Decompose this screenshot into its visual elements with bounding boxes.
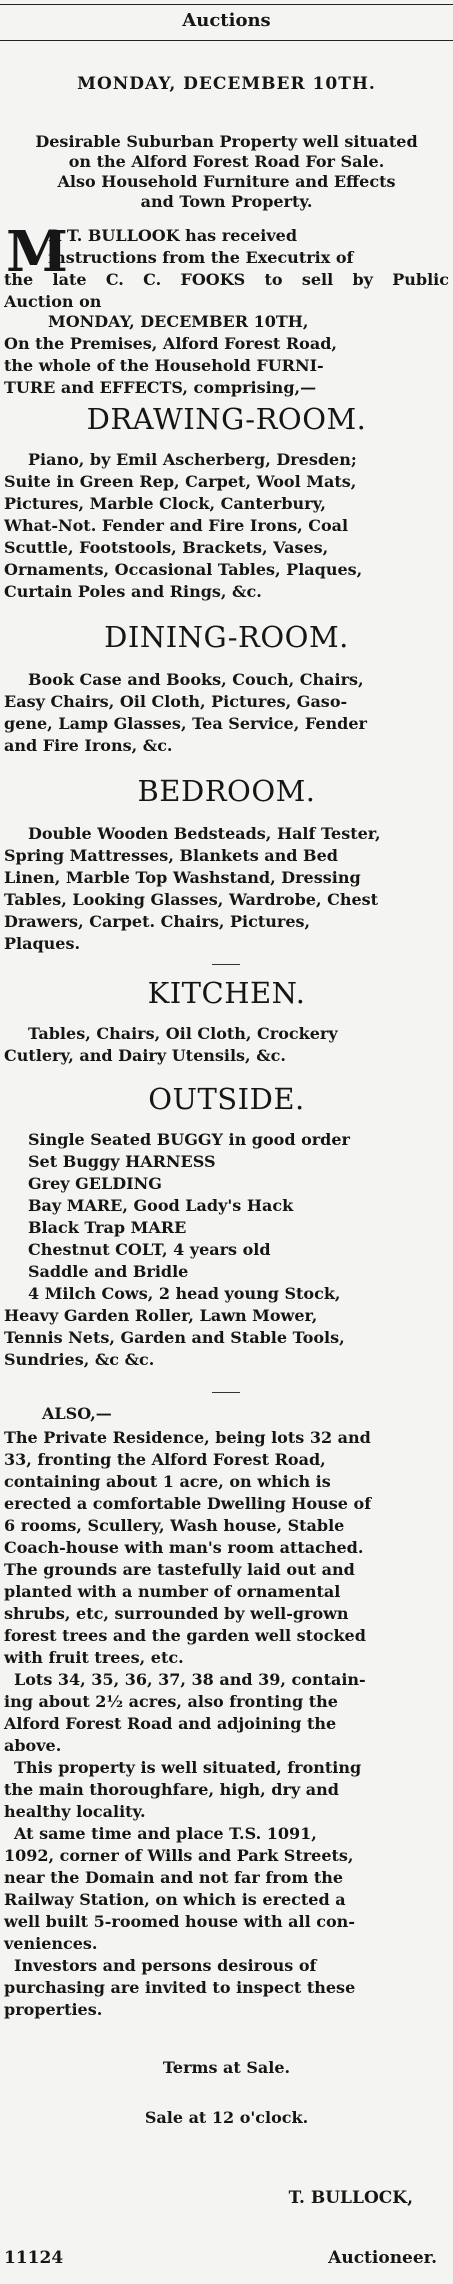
outside-line: 4 Milch Cows, 2 head young Stock, bbox=[28, 1284, 341, 1303]
also-label: ALSO,— bbox=[42, 1404, 112, 1423]
property-line: 6 rooms, Scullery, Wash house, Stable bbox=[4, 1516, 345, 1535]
outside-line: Heavy Garden Roller, Lawn Mower, bbox=[4, 1306, 318, 1325]
notice-date: MONDAY, DECEMBER 10TH, bbox=[48, 312, 309, 331]
notice-line: Auction on bbox=[4, 292, 102, 311]
section-ornament bbox=[212, 1392, 240, 1393]
property-line: Lots 34, 35, 36, 37, 38 and 39, contain- bbox=[14, 1670, 366, 1689]
intro-line: and Town Property. bbox=[140, 192, 313, 211]
drawing-room-line: Scuttle, Footstools, Brackets, Vases, bbox=[4, 538, 329, 557]
section-title: Auctions bbox=[182, 10, 271, 31]
notice-line: the late C. C. FOOKS to sell by Public bbox=[4, 270, 449, 289]
intro-line: on the Alford Forest Road For Sale. bbox=[68, 152, 385, 171]
auction-date: MONDAY, DECEMBER 10TH. bbox=[77, 74, 376, 94]
property-line: shrubs, etc, surrounded by well-grown bbox=[4, 1604, 349, 1623]
property-line: Railway Station, on which is erected a bbox=[4, 1890, 346, 1909]
drop-cap: M bbox=[6, 219, 68, 285]
drawing-room-line: Piano, by Emil Ascherberg, Dresden; bbox=[28, 450, 357, 469]
property-line: 33, fronting the Alford Forest Road, bbox=[4, 1450, 326, 1469]
auctioneer-title: Auctioneer. bbox=[328, 2248, 437, 2268]
kitchen-line: Tables, Chairs, Oil Cloth, Crockery bbox=[28, 1024, 338, 1043]
outside-heading: OUTSIDE. bbox=[148, 1082, 305, 1116]
property-line: At same time and place T.S. 1091, bbox=[14, 1824, 317, 1843]
bedroom-line: Double Wooden Bedsteads, Half Tester, bbox=[28, 824, 381, 843]
notice-line: instructions from the Executrix of bbox=[48, 248, 354, 267]
outside-line: Grey GELDING bbox=[28, 1174, 162, 1193]
bedroom-line: Spring Mattresses, Blankets and Bed bbox=[4, 846, 338, 865]
property-line: above. bbox=[4, 1736, 62, 1755]
property-line: veniences. bbox=[4, 1934, 98, 1953]
auctioneer-name: T. BULLOCK, bbox=[288, 2188, 413, 2208]
outside-line: Sundries, &c &c. bbox=[4, 1350, 155, 1369]
property-line: Coach-house with man's room attached. bbox=[4, 1538, 364, 1557]
sale-time: Sale at 12 o'clock. bbox=[144, 2108, 309, 2127]
property-line: properties. bbox=[4, 2000, 103, 2019]
property-line: with fruit trees, etc. bbox=[4, 1648, 184, 1667]
property-line: healthy locality. bbox=[4, 1802, 146, 1821]
kitchen-heading: KITCHEN. bbox=[147, 976, 306, 1010]
dining-room-line: gene, Lamp Glasses, Tea Service, Fender bbox=[4, 714, 367, 733]
outside-line: Chestnut COLT, 4 years old bbox=[28, 1240, 271, 1259]
bedroom-line: Drawers, Carpet. Chairs, Pictures, bbox=[4, 912, 311, 931]
outside-line: Bay MARE, Good Lady's Hack bbox=[28, 1196, 294, 1215]
property-line: forest trees and the garden well stocked bbox=[4, 1626, 366, 1645]
property-line: The Private Residence, being lots 32 and bbox=[4, 1428, 371, 1447]
property-line: ing about 2½ acres, also fronting the bbox=[4, 1692, 338, 1711]
dining-room-line: and Fire Irons, &c. bbox=[4, 736, 173, 755]
drawing-room-heading: DRAWING-ROOM. bbox=[86, 402, 367, 436]
property-line: Alford Forest Road and adjoining the bbox=[4, 1714, 337, 1733]
drawing-room-line: Suite in Green Rep, Carpet, Wool Mats, bbox=[4, 472, 357, 491]
section-ornament bbox=[212, 964, 240, 965]
drawing-room-line: What-Not. Fender and Fire Irons, Coal bbox=[4, 516, 349, 535]
notice-line: On the Premises, Alford Forest Road, bbox=[4, 334, 337, 353]
property-line: Investors and persons desirous of bbox=[14, 1956, 317, 1975]
bedroom-line: Linen, Marble Top Washstand, Dressing bbox=[4, 868, 361, 887]
outside-line: Tennis Nets, Garden and Stable Tools, bbox=[4, 1328, 345, 1347]
drawing-room-line: Curtain Poles and Rings, &c. bbox=[4, 582, 262, 601]
outside-line: Set Buggy HARNESS bbox=[28, 1152, 216, 1171]
property-line: containing about 1 acre, on which is bbox=[4, 1472, 331, 1491]
property-line: This property is well situated, fronting bbox=[14, 1758, 362, 1777]
ad-number: 11124 bbox=[4, 2248, 64, 2268]
outside-line: Black Trap MARE bbox=[28, 1218, 187, 1237]
outside-line: Saddle and Bridle bbox=[28, 1262, 189, 1281]
dining-room-heading: DINING-ROOM. bbox=[104, 620, 349, 654]
dining-room-line: Easy Chairs, Oil Cloth, Pictures, Gaso- bbox=[4, 692, 348, 711]
notice-line: TURE and EFFECTS, comprising,— bbox=[4, 378, 317, 397]
bedroom-heading: BEDROOM. bbox=[137, 774, 316, 808]
property-line: near the Domain and not far from the bbox=[4, 1868, 344, 1887]
property-line: planted with a number of ornamental bbox=[4, 1582, 341, 1601]
bedroom-line: Plaques. bbox=[4, 934, 81, 953]
outside-line: Single Seated BUGGY in good order bbox=[28, 1130, 350, 1149]
top-rule bbox=[0, 4, 453, 5]
intro-line: Also Household Furniture and Effects bbox=[57, 172, 396, 191]
drawing-room-line: Ornaments, Occasional Tables, Plaques, bbox=[4, 560, 363, 579]
dining-room-line: Book Case and Books, Couch, Chairs, bbox=[28, 670, 364, 689]
notice-line: the whole of the Household FURNI- bbox=[4, 356, 324, 375]
bedroom-line: Tables, Looking Glasses, Wardrobe, Chest bbox=[4, 890, 379, 909]
property-line: well built 5-roomed house with all con- bbox=[4, 1912, 355, 1931]
notice-line: R T. BULLOOK has received bbox=[48, 226, 298, 245]
drawing-room-line: Pictures, Marble Clock, Canterbury, bbox=[4, 494, 326, 513]
property-line: purchasing are invited to inspect these bbox=[4, 1978, 356, 1997]
property-line: the main thoroughfare, high, dry and bbox=[4, 1780, 339, 1799]
property-line: 1092, corner of Wills and Park Streets, bbox=[4, 1846, 354, 1865]
terms-line: Terms at Sale. bbox=[162, 2058, 291, 2077]
property-line: erected a comfortable Dwelling House of bbox=[4, 1494, 372, 1513]
kitchen-line: Cutlery, and Dairy Utensils, &c. bbox=[4, 1046, 286, 1065]
header-rule bbox=[0, 40, 453, 41]
property-line: The grounds are tastefully laid out and bbox=[4, 1560, 355, 1579]
intro-line: Desirable Suburban Property well situated bbox=[35, 132, 418, 151]
